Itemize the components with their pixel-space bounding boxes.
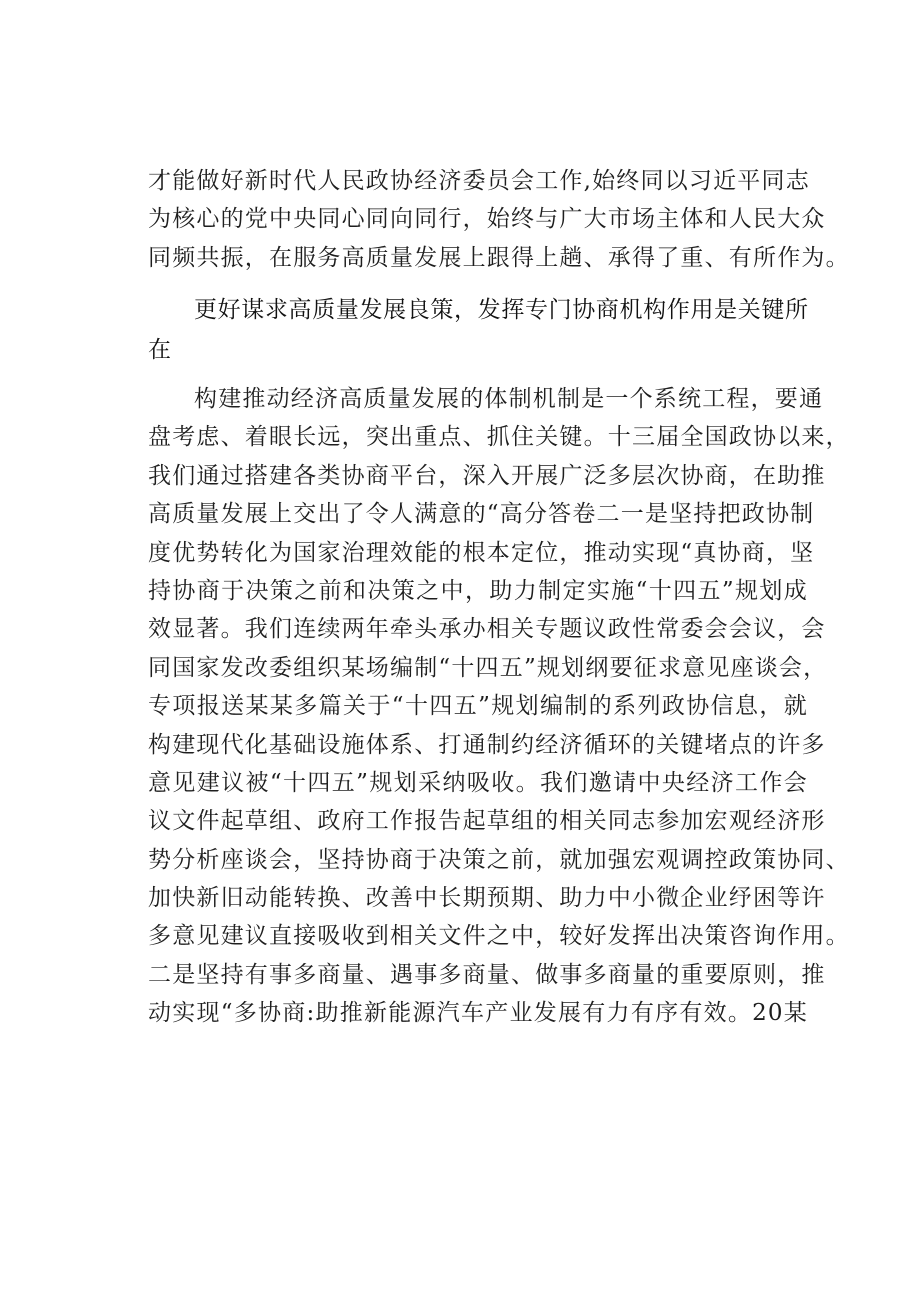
- text-line: 加快新旧动能转换、改善中长期预期、助力中小微企业纾困等许: [148, 885, 826, 912]
- text-line: 同频共振，在服务高质量发展上跟得上趟、承得了重、有所作为。: [148, 244, 850, 271]
- text-line: 才能做好新时代人民政协经济委员会工作,始终同以习近平同志: [148, 168, 810, 194]
- text-line: 效显著。我们连续两年牵头承办相关专题议政性常委会会议，会: [148, 616, 826, 643]
- text-line: 多意见建议直接吸收到相关文件之中，较好发挥出决策咨询作用。: [148, 923, 850, 950]
- text-line: 专项报送某某多篇关于“十四五”规划编制的系列政协信息，就: [148, 693, 808, 720]
- text-line: 构建推动经济高质量发展的体制机制是一个系统工程，要通: [194, 386, 824, 412]
- heading-line: 更好谋求高质量发展良策，发挥专门协商机构作用是关键所: [194, 297, 808, 323]
- section-heading: [148, 290, 808, 370]
- text-line: 为核心的党中央同心同向同行，始终与广大市场主体和人民大众: [148, 206, 826, 233]
- text-line: 持协商于决策之前和决策之中，助力制定实施“十四五”规划成: [148, 577, 808, 604]
- text-line: 动实现“多协商:助推新能源汽车产业发展有力有序有效。20某: [148, 1000, 808, 1027]
- body-paragraph: [148, 380, 850, 1033]
- text-line: 盘考虑、着眼长远，突出重点、抓住关键。十三届全国政协以来，: [148, 424, 850, 451]
- intro-paragraph: [148, 162, 850, 277]
- text-line: 我们通过搭建各类协商平台，深入开展广泛多层次协商，在助推: [148, 462, 826, 489]
- heading-line: 在: [148, 337, 171, 363]
- text-line: 构建现代化基础设施体系、打通制约经济循环的关键堵点的许多: [148, 731, 826, 758]
- text-line: 议文件起草组、政府工作报告起草组的相关同志参加宏观经济形: [148, 808, 826, 835]
- text-line: 同国家发改委组织某场编制“十四五”规划纲要征求意见座谈会，: [148, 654, 828, 681]
- text-line: 二是坚持有事多商量、遇事多商量、做事多商量的重要原则，推: [148, 961, 826, 988]
- text-line: 势分析座谈会，坚持协商于决策之前，就加强宏观调控政策协同、: [148, 846, 850, 873]
- text-line: 高质量发展上交出了令人满意的“高分答卷二一是坚持把政协制: [148, 501, 815, 528]
- text-line: 度优势转化为国家治理效能的根本定位，推动实现“真协商，坚: [148, 539, 815, 566]
- text-line: 意见建议被“十四五”规划采纳吸收。我们邀请中央经济工作会: [148, 769, 808, 796]
